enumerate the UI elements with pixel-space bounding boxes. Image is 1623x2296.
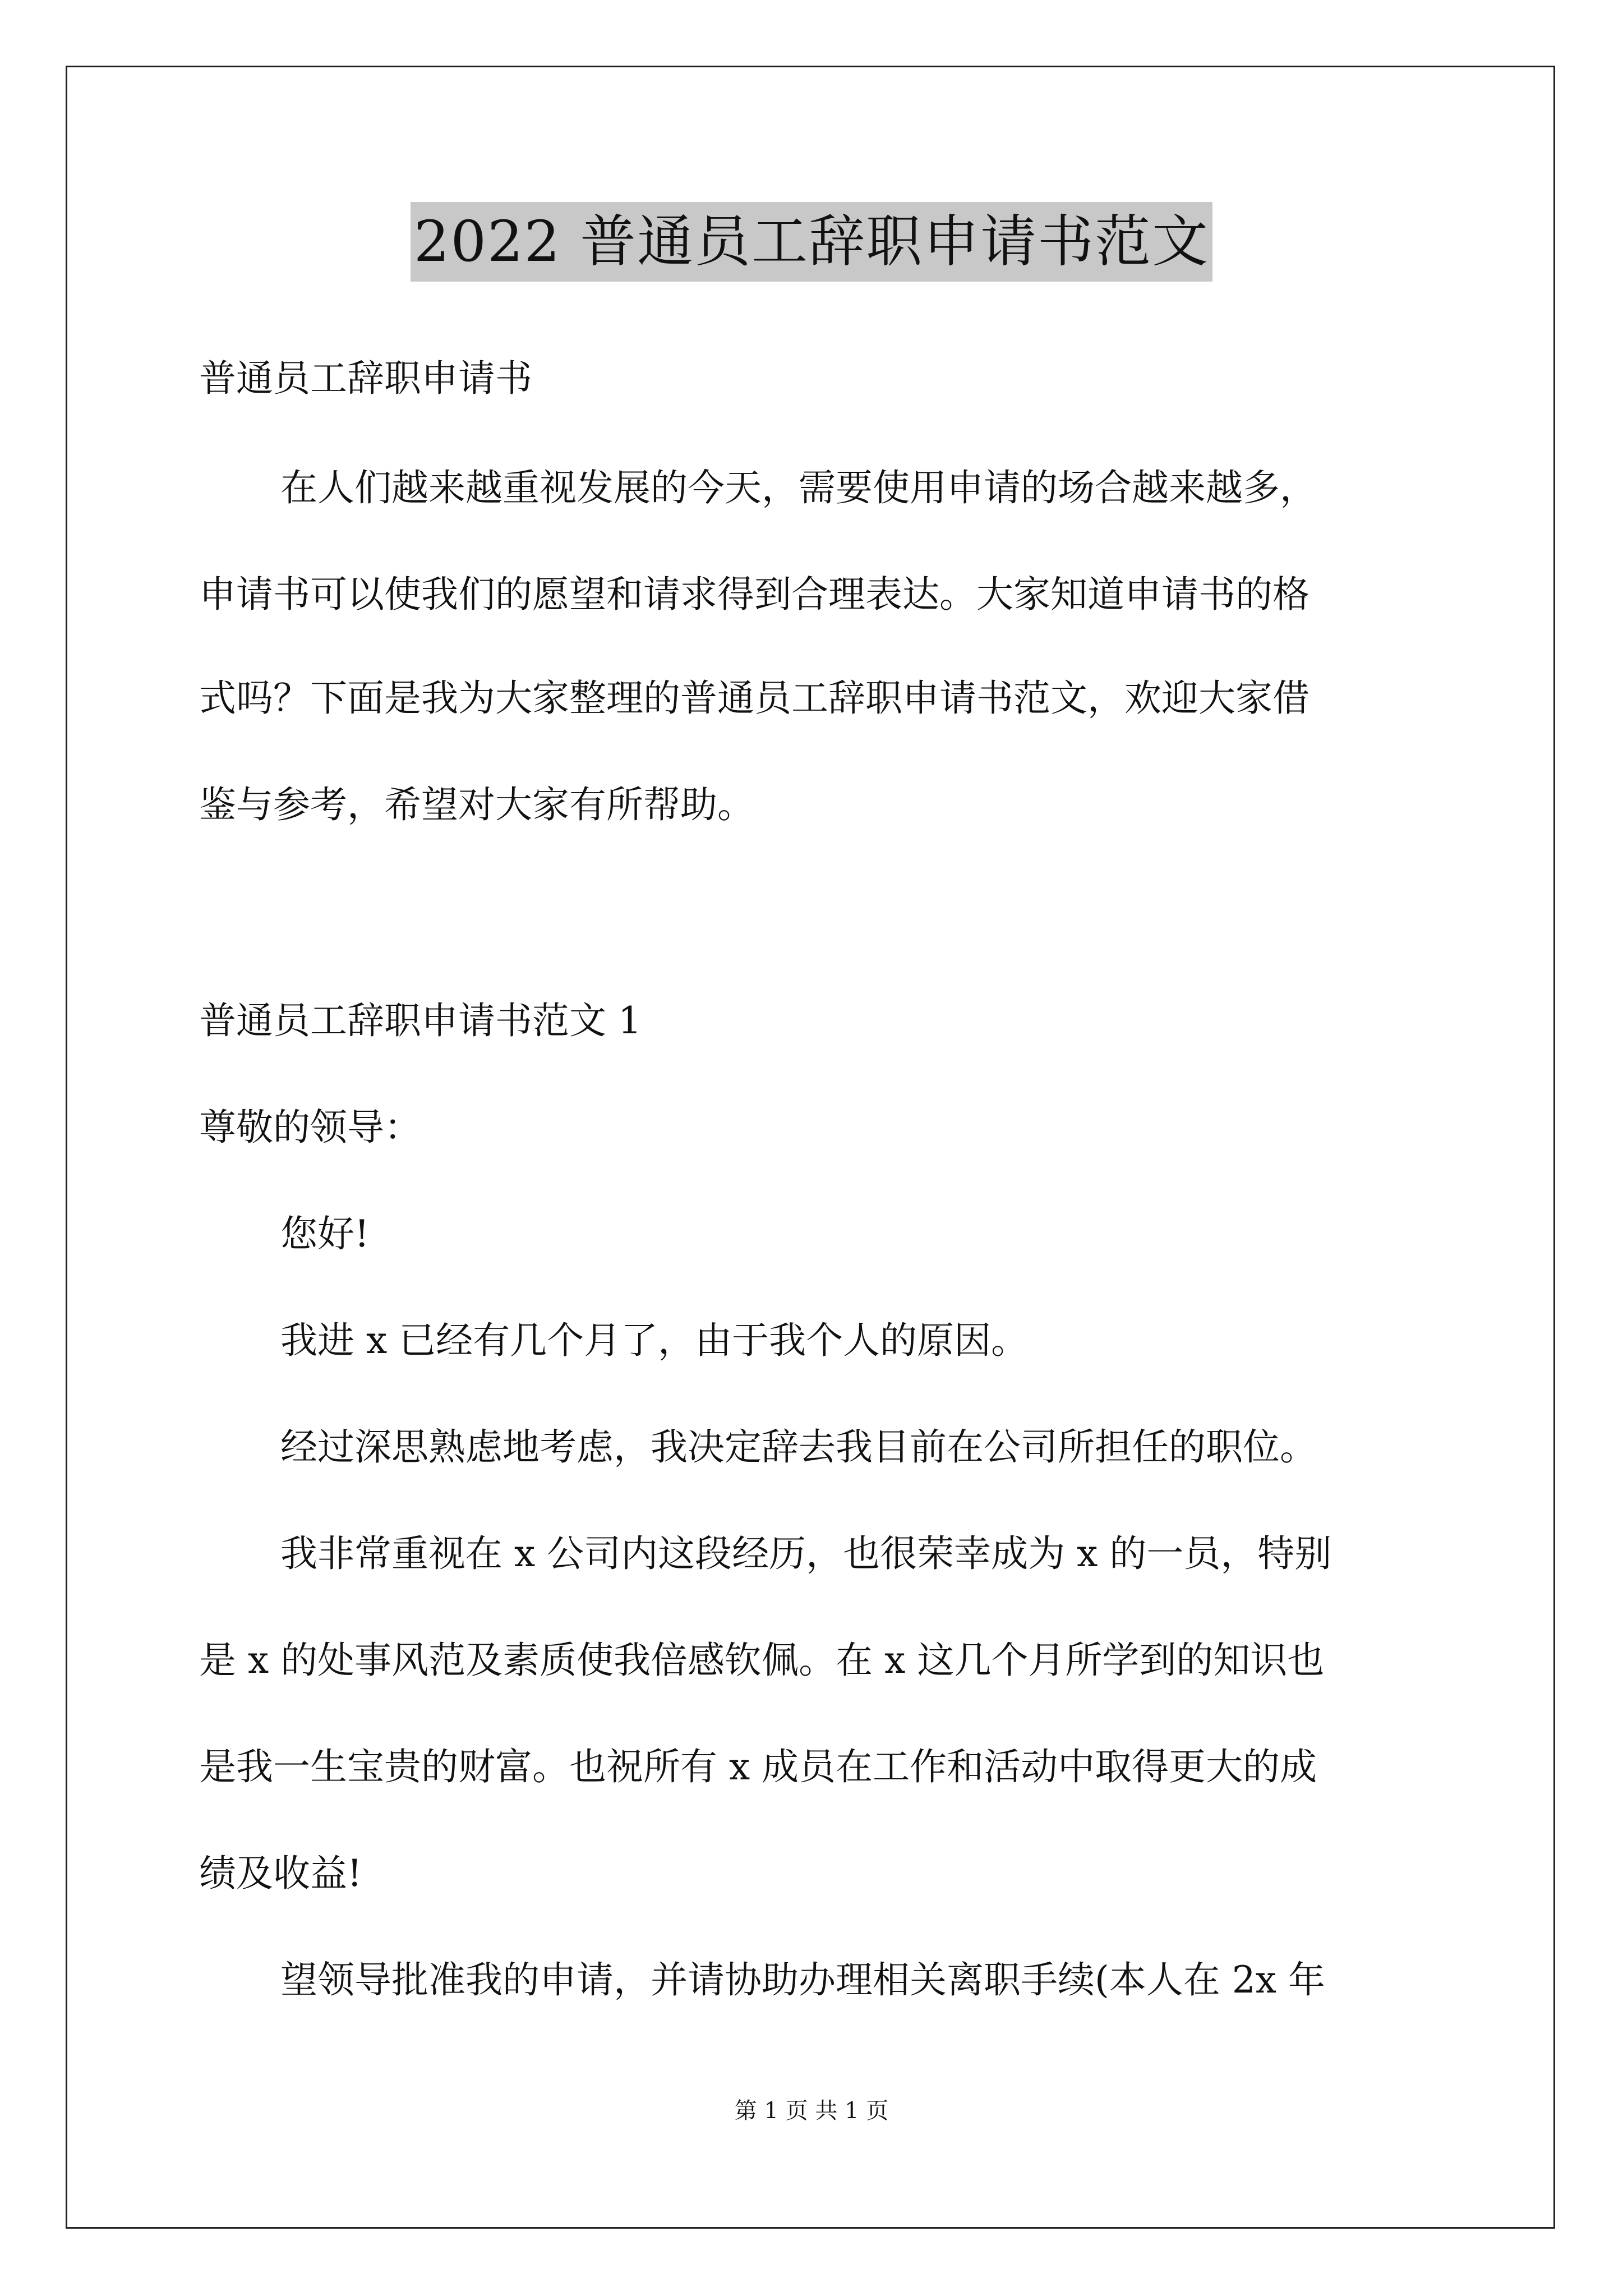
body-line-3: 我非常重视在 x 公司内这段经历，也很荣幸成为 x 的一员，特别 [280,1532,1332,1575]
greeting: 您好! [280,1212,370,1255]
salutation: 尊敬的领导： [199,1106,421,1149]
intro-paragraph-line-2: 申请书可以使我们的愿望和请求得到合理表达。大家知道申请书的格 [199,573,1310,616]
document-title: 2022 普通员工辞职申请书范文 [411,202,1212,282]
body-line-7: 望领导批准我的申请，并请协助办理相关离职手续(本人在 2x 年 [280,1958,1325,2001]
intro-paragraph-line-1: 在人们越来越重视发展的今天，需要使用申请的场合越来越多， [280,466,1317,509]
body-line-1: 我进 x 已经有几个月了，由于我个人的原因。 [280,1319,1029,1362]
body-line-6: 绩及收益! [199,1852,362,1895]
body-line-5: 是我一生宝贵的财富。也祝所有 x 成员在工作和活动中取得更大的成 [199,1745,1317,1788]
intro-paragraph-line-3: 式吗？下面是我为大家整理的普通员工辞职申请书范文，欢迎大家借 [199,677,1310,720]
intro-heading: 普通员工辞职申请书 [199,357,532,400]
intro-paragraph-line-4: 鉴与参考，希望对大家有所帮助。 [199,783,754,826]
body-line-4: 是 x 的处事风范及素质使我倍感钦佩。在 x 这几个月所学到的知识也 [199,1639,1325,1682]
title-container [0,202,1623,282]
body-line-2: 经过深思熟虑地考虑，我决定辞去我目前在公司所担任的职位。 [280,1425,1317,1469]
page-footer: 第 1 页 共 1 页 [734,2098,889,2124]
sample-heading: 普通员工辞职申请书范文 1 [199,999,642,1042]
